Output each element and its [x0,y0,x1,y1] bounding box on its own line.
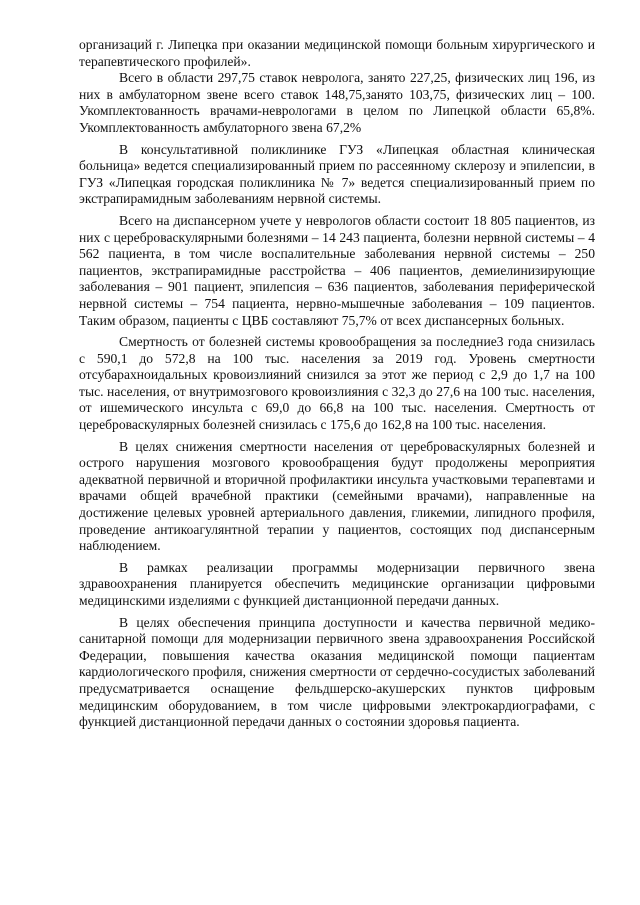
paragraph-specialized-reception: В консультативной поликлинике ГУЗ «Липецкая областная клиническая больница» ведется специализированный прием по рассеянному склерозу и эпилепсии, в ГУЗ «Липецкая городская поликлиника № 7» ведется специализированный прием по экстрапирамидным заболеваниям нервной системы. [79,141,595,207]
paragraph-continuation: организаций г. Липецка при оказании медицинской помощи больным хирургического и терапевтического профилей». [79,37,595,69]
document-page [79,37,595,731]
paragraph-mortality-statistics: Смертность от болезней системы кровообращения за последние3 года снизилась с 590,1 до 572,8 на 100 тыс. населения за 2019 год. Уровень смертности отсубарахноидальных кровоизлияний снизился за этот же период с 2,9 до 1,7 на 100 тыс. населения, от внутримозгового кровоизлияния с 32,3 до 27,6 на 100 тыс. населения, от ишемического инсульта с 69,0 до 66,8 на 100 тыс. населения. Смертность от цереброваскулярных болезней снизилась с 175,6 до 162,8 на 100 тыс. населения. [79,334,595,433]
paragraph-modernization-program: В рамках реализации программы модернизации первичного звена здравоохранения планируется обеспечить медицинские организации цифровыми медицинскими изделиями с функцией дистанционной передачи данных. [79,559,595,608]
paragraph-dispensary-registry: Всего на диспансерном учете у неврологов области состоит 18 805 пациентов, из них с цереброваскулярными болезнями – 14 243 пациента, болезни нервной системы – 4 562 пациента, в том числе воспалительные заболевания нервной системы – 250 пациентов, экстрапирамидные расстройства – 406 пациентов, демиелинизирующие заболевания – 901 пациент, эпилепсия – 636 пациентов, заболевания периферической нервной системы – 754 пациента, нервно-мышечные заболевания – 109 пациентов. Таким образом, пациенты с ЦВБ составляют 75,7% от всех диспансерных больных. [79,212,595,328]
paragraph-prevention-measures: В целях снижения смертности населения от цереброваскулярных болезней и острого нарушения мозгового кровообращения будут продолжены мероприятия адекватной первичной и вторичной профилактики инсульта участковыми терапевтами и врачами общей врачебной практики (семейными врачами), направленные на достижение целевых уровней артериального давления, гликемии, липидного профиля, проведение антикоагулянтной терапии у пациентов, состоящих под диспансерным наблюдением. [79,438,595,554]
paragraph-primary-care-equipment: В целях обеспечения принципа доступности и качества первичной медико-санитарной помощи для модернизации первичного звена здравоохранения Российской Федерации, повышения качества оказания медицинской помощи пациентам кардиологического профиля, снижения смертности от сердечно-сосудистых заболеваний предусматривается оснащение фельдшерско-акушерских пунктов цифровым медицинским оборудованием, в том числе цифровыми электрокардиографами, с функцией дистанционной передачи данных о состоянии здоровья пациента. [79,614,595,730]
paragraph-neurologist-staffing: Всего в области 297,75 ставок невролога, занято 227,25, физических лиц 196, из них в амбулаторном звене всего ставок 148,75,занято 103,75, физических лиц – 100. Укомплектованность врачами-неврологами в целом по Липецкой области 65,8%. Укомплектованность амбулаторного звена 67,2% [79,70,595,135]
